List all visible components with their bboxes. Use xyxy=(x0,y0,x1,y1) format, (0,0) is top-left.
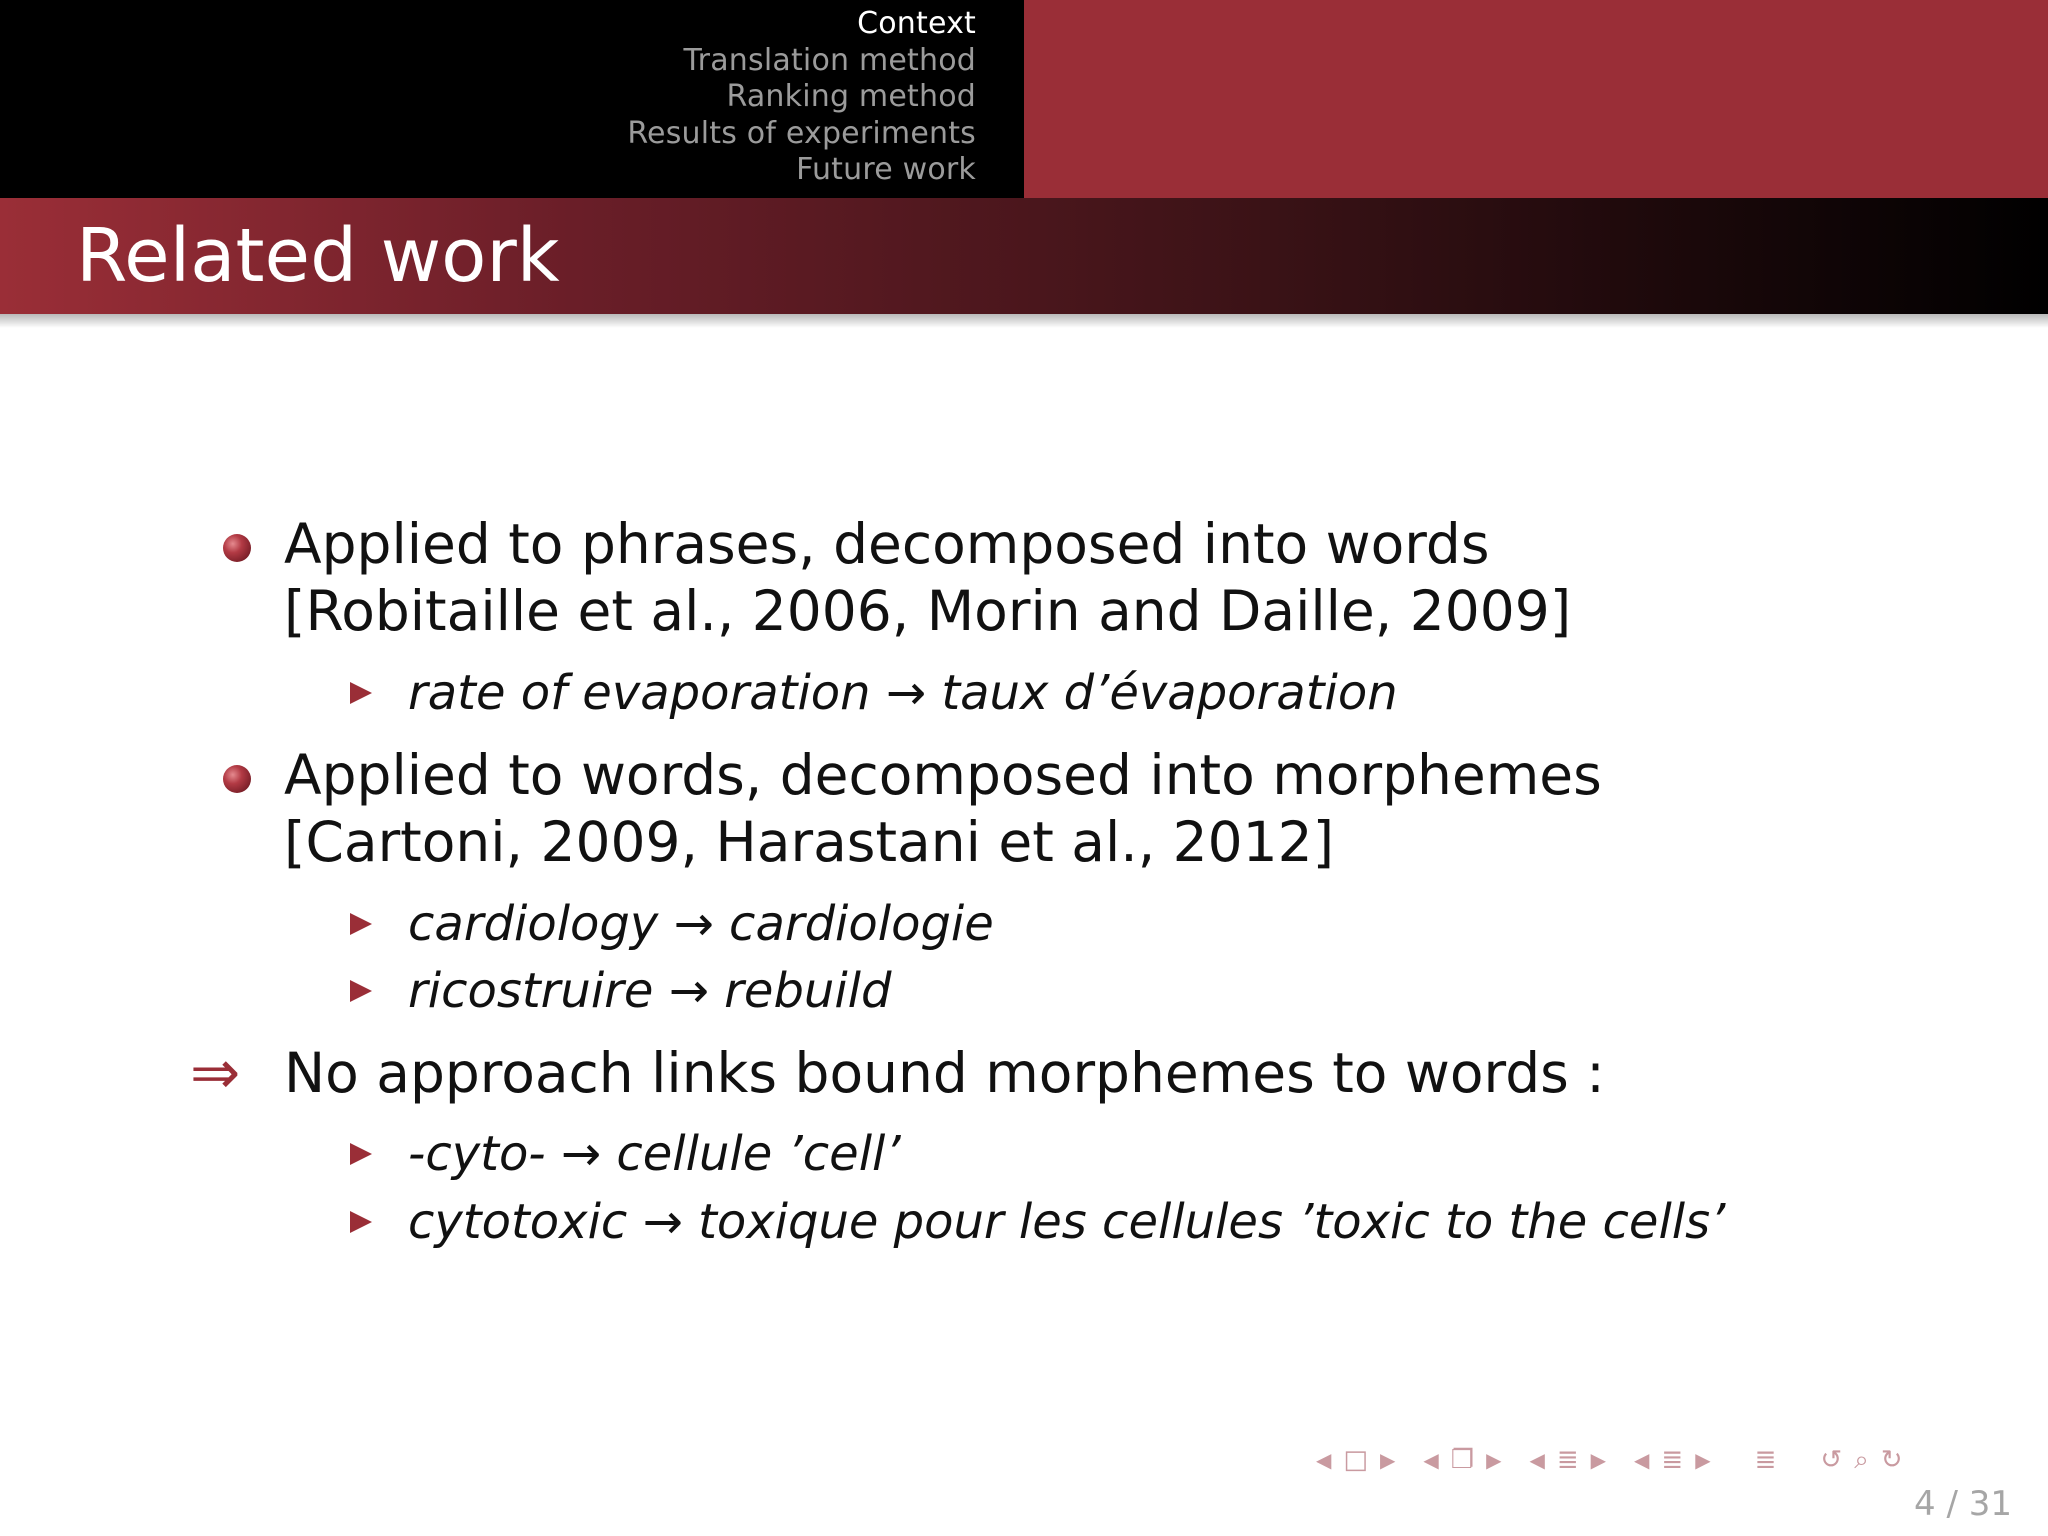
next-section-icon[interactable]: ▶ xyxy=(1590,1448,1607,1472)
undo-icon[interactable]: ↺ xyxy=(1820,1445,1843,1475)
header-navigation xyxy=(0,0,2048,198)
title-bar xyxy=(0,198,2048,314)
redo-icon[interactable]: ↻ xyxy=(1880,1445,1903,1475)
nav-item-translation-method[interactable]: Translation method xyxy=(683,42,976,78)
prev-part-icon[interactable]: ◀ xyxy=(1634,1448,1650,1472)
bullet-text: Applied to words, decomposed into morphemes xyxy=(284,743,1602,807)
part-icon[interactable]: ≣ xyxy=(1661,1445,1684,1475)
nav-item-context[interactable]: Context xyxy=(857,6,976,41)
next-part-icon[interactable]: ▶ xyxy=(1695,1448,1711,1472)
title-shadow xyxy=(0,314,2048,328)
nav-item-results-of-experiments[interactable]: Results of experiments xyxy=(627,115,976,151)
next-frame-icon[interactable]: ▶ xyxy=(1379,1448,1396,1472)
implies-arrow-icon: ⇒ xyxy=(190,1038,241,1108)
arrow-icon: → xyxy=(560,1126,602,1182)
prev-frame-icon[interactable]: ◀ xyxy=(1316,1448,1332,1472)
sub-bullet xyxy=(408,664,1398,722)
sub-bullet xyxy=(408,1193,1725,1251)
term-target: cellule ’cell’ xyxy=(616,1126,901,1182)
page-number: 4 / 31 xyxy=(1914,1484,2012,1524)
term-source: ricostruire xyxy=(408,963,654,1019)
term-source: cardiology xyxy=(408,896,659,952)
term-target: taux d’évaporation xyxy=(941,665,1398,721)
arrow-icon: → xyxy=(668,963,709,1019)
term-target: rebuild xyxy=(724,963,892,1019)
sub-bullet xyxy=(408,895,994,953)
arrow-icon: → xyxy=(642,1194,683,1250)
bullet-ball-icon xyxy=(223,765,251,793)
term-source: -cyto- xyxy=(408,1126,546,1182)
slide-title: Related work xyxy=(76,213,560,299)
subsection-icon[interactable]: ❐ xyxy=(1450,1445,1475,1475)
section-icon[interactable]: ≣ xyxy=(1556,1445,1579,1475)
bullet-text: Applied to phrases, decomposed into words xyxy=(284,512,1490,576)
nav-item-ranking-method[interactable]: Ranking method xyxy=(726,79,976,114)
beamer-navigation-controls xyxy=(1310,1440,1909,1480)
section-nav-list xyxy=(627,6,976,189)
nav-item-future-work[interactable]: Future work xyxy=(796,152,976,187)
sub-bullet xyxy=(408,1125,901,1183)
conclusion-text: No approach links bound morphemes to words : xyxy=(284,1041,1605,1105)
outline-icon[interactable]: ≣ xyxy=(1754,1445,1777,1475)
citation-text: [Cartoni, 2009, Harastani et al., 2012] xyxy=(284,810,1335,874)
term-source: rate of evaporation xyxy=(408,665,871,721)
triangle-bullet-icon xyxy=(350,980,372,1002)
triangle-bullet-icon xyxy=(350,1211,372,1233)
citation-text: [Robitaille et al., 2006, Morin and Daille, 2009] xyxy=(284,579,1572,643)
triangle-bullet-icon xyxy=(350,1143,372,1165)
next-subsection-icon[interactable]: ▶ xyxy=(1486,1448,1502,1472)
term-source: cytotoxic xyxy=(408,1194,628,1250)
triangle-bullet-icon xyxy=(350,682,372,704)
triangle-bullet-icon xyxy=(350,913,372,935)
term-target: cardiologie xyxy=(729,896,994,952)
section-nav-panel xyxy=(0,0,1024,198)
bullet-ball-icon xyxy=(223,534,251,562)
search-icon[interactable]: ⌕ xyxy=(1854,1445,1869,1475)
frame-icon[interactable]: □ xyxy=(1343,1445,1368,1475)
prev-section-icon[interactable]: ◀ xyxy=(1529,1448,1545,1472)
term-target: toxique pour les cellules ’toxic to the cells’ xyxy=(698,1194,1726,1250)
header-accent-panel xyxy=(1024,0,2048,198)
arrow-icon: → xyxy=(673,896,714,952)
arrow-icon: → xyxy=(885,665,927,721)
sub-bullet xyxy=(408,962,891,1020)
prev-subsection-icon[interactable]: ◀ xyxy=(1423,1448,1439,1472)
